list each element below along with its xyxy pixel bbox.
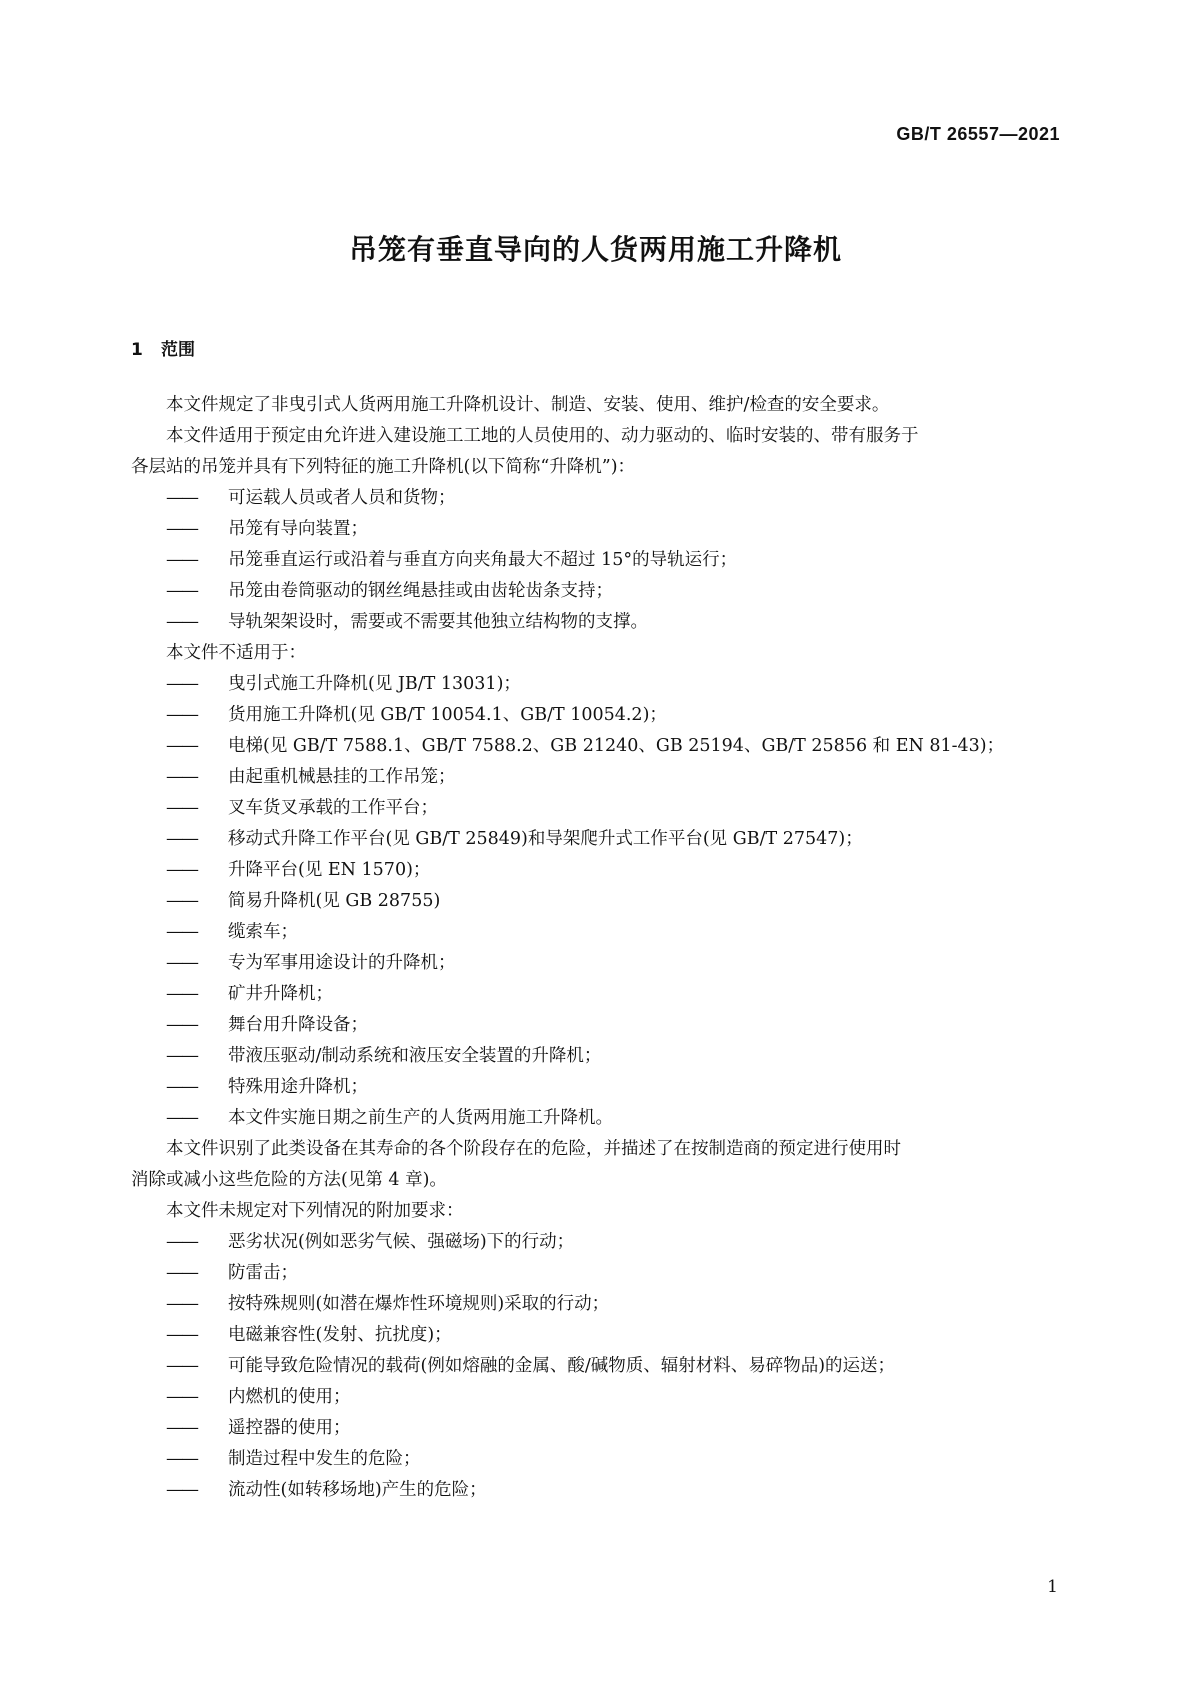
paragraph-continuation: 消除或减小这些危险的方法(见第 4 章)。 bbox=[131, 1170, 447, 1190]
list-dash: —— bbox=[166, 1263, 197, 1283]
list-item-text: 吊笼有导向装置； bbox=[228, 519, 368, 539]
list-item-text: 可能导致危险情况的载荷(例如熔融的金属、酸/碱物质、辐射材料、易碎物品)的运送； bbox=[228, 1356, 896, 1376]
list-dash: —— bbox=[166, 891, 197, 911]
list-item bbox=[131, 948, 1065, 979]
list-item-text: 吊笼垂直运行或沿着与垂直方向夹角最大不超过 15°的导轨运行； bbox=[228, 550, 738, 570]
list-item bbox=[131, 607, 1065, 638]
list-dash: —— bbox=[166, 1108, 197, 1128]
list-item bbox=[131, 1010, 1065, 1041]
list-item-text: 本文件实施日期之前生产的人货两用施工升降机。 bbox=[228, 1108, 613, 1128]
list-item bbox=[131, 1227, 1065, 1258]
list-dash: —— bbox=[166, 860, 197, 880]
list-item-text: 电磁兼容性(发射、抗扰度)； bbox=[228, 1325, 452, 1345]
list-dash: —— bbox=[166, 736, 197, 756]
list-dash: —— bbox=[166, 767, 197, 787]
list-item bbox=[131, 1351, 1065, 1382]
list-item bbox=[131, 483, 1065, 514]
list-item-text: 防雷击； bbox=[228, 1263, 298, 1283]
list-item-text: 曳引式施工升降机(见 JB/T 13031)； bbox=[228, 674, 521, 694]
list-dash: —— bbox=[166, 1232, 197, 1252]
list-item bbox=[131, 1320, 1065, 1351]
list-item bbox=[131, 855, 1065, 886]
list-item bbox=[131, 669, 1065, 700]
paragraph-line: 本文件未规定对下列情况的附加要求： bbox=[166, 1201, 464, 1221]
list-dash: —— bbox=[166, 1480, 197, 1500]
paragraph-line: 本文件不适用于： bbox=[166, 643, 306, 663]
list-item-text: 叉车货叉承载的工作平台； bbox=[228, 798, 438, 818]
list-item bbox=[131, 886, 1065, 917]
list-item-text: 专为军事用途设计的升降机； bbox=[228, 953, 456, 973]
list-item bbox=[131, 1072, 1065, 1103]
list-item-text: 制造过程中发生的危险； bbox=[228, 1449, 421, 1469]
list-item-text: 矿井升降机； bbox=[228, 984, 333, 1004]
list-item-text: 舞台用升降设备； bbox=[228, 1015, 368, 1035]
section-heading bbox=[131, 335, 195, 360]
list-item bbox=[131, 700, 1065, 731]
paragraph-continuation: 各层站的吊笼并具有下列特征的施工升降机(以下简称“升降机”)： bbox=[131, 457, 636, 477]
list-dash: —— bbox=[166, 581, 197, 601]
document-title: 吊笼有垂直导向的人货两用施工升降机 bbox=[348, 233, 842, 266]
list-item bbox=[131, 1103, 1065, 1134]
list-item bbox=[131, 1413, 1065, 1444]
list-item-text: 遥控器的使用； bbox=[228, 1418, 351, 1438]
list-item bbox=[131, 1444, 1065, 1475]
list-item-text: 由起重机械悬挂的工作吊笼； bbox=[228, 767, 456, 787]
list-dash: —— bbox=[166, 674, 197, 694]
page-number: 1 bbox=[1047, 1577, 1058, 1597]
list-item-text: 吊笼由卷筒驱动的钢丝绳悬挂或由齿轮齿条支持； bbox=[228, 581, 613, 601]
list-dash: —— bbox=[166, 1015, 197, 1035]
list-dash: —— bbox=[166, 1077, 197, 1097]
list-dash: —— bbox=[166, 953, 197, 973]
list-dash: —— bbox=[166, 829, 197, 849]
list-item bbox=[131, 917, 1065, 948]
list-dash: —— bbox=[166, 1356, 197, 1376]
list-item-text: 恶劣状况(例如恶劣气候、强磁场)下的行动； bbox=[228, 1232, 575, 1252]
list-item bbox=[131, 793, 1065, 824]
list-dash: —— bbox=[166, 798, 197, 818]
list-item-text: 按特殊规则(如潜在爆炸性环境规则)采取的行动； bbox=[228, 1294, 610, 1314]
list-dash: —— bbox=[166, 1325, 197, 1345]
paragraph-line: 本文件适用于预定由允许进入建设施工工地的人员使用的、动力驱动的、临时安装的、带有服务于 bbox=[166, 426, 919, 446]
list-item bbox=[131, 979, 1065, 1010]
list-item-text: 内燃机的使用； bbox=[228, 1387, 351, 1407]
list-item bbox=[131, 1475, 1065, 1506]
paragraph-line: 本文件规定了非曳引式人货两用施工升降机设计、制造、安装、使用、维护/检查的安全要求。 bbox=[166, 395, 890, 415]
section-number: 1 bbox=[131, 340, 143, 360]
list-dash: —— bbox=[166, 922, 197, 942]
list-item-text: 货用施工升降机(见 GB/T 10054.1、GB/T 10054.2)； bbox=[228, 705, 667, 725]
list-dash: —— bbox=[166, 488, 197, 508]
list-item-text: 移动式升降工作平台(见 GB/T 25849)和导架爬升式工作平台(见 GB/T 27547)； bbox=[228, 829, 863, 849]
section-title: 范围 bbox=[161, 340, 195, 360]
list-item-text: 电梯(见 GB/T 7588.1、GB/T 7588.2、GB 21240、GB 25194、GB/T 25856 和 EN 81-43)； bbox=[228, 736, 1005, 756]
list-item bbox=[131, 824, 1065, 855]
list-dash: —— bbox=[166, 1387, 197, 1407]
list-item bbox=[131, 731, 1065, 762]
list-item bbox=[131, 762, 1065, 793]
list-item bbox=[131, 1382, 1065, 1413]
list-dash: —— bbox=[166, 612, 197, 632]
list-dash: —— bbox=[166, 705, 197, 725]
paragraph-line: 本文件识别了此类设备在其寿命的各个阶段存在的危险，并描述了在按制造商的预定进行使用时 bbox=[166, 1139, 901, 1159]
list-dash: —— bbox=[166, 550, 197, 570]
list-item-text: 特殊用途升降机； bbox=[228, 1077, 368, 1097]
list-item bbox=[131, 576, 1065, 607]
list-dash: —— bbox=[166, 1418, 197, 1438]
list-dash: —— bbox=[166, 519, 197, 539]
list-item bbox=[131, 1289, 1065, 1320]
list-dash: —— bbox=[166, 1294, 197, 1314]
list-item-text: 带液压驱动/制动系统和液压安全装置的升降机； bbox=[228, 1046, 602, 1066]
standard-code: GB/T 26557—2021 bbox=[896, 124, 1060, 144]
list-item-text: 简易升降机(见 GB 28755) bbox=[228, 891, 441, 911]
list-item-text: 可运载人员或者人员和货物； bbox=[228, 488, 456, 508]
list-item-text: 导轨架架设时，需要或不需要其他独立结构物的支撑。 bbox=[228, 612, 648, 632]
list-item bbox=[131, 1041, 1065, 1072]
list-dash: —— bbox=[166, 984, 197, 1004]
list-item bbox=[131, 1258, 1065, 1289]
list-dash: —— bbox=[166, 1046, 197, 1066]
list-item-text: 升降平台(见 EN 1570)； bbox=[228, 860, 431, 880]
list-item-text: 流动性(如转移场地)产生的危险； bbox=[228, 1480, 487, 1500]
list-item bbox=[131, 545, 1065, 576]
list-dash: —— bbox=[166, 1449, 197, 1469]
body-text bbox=[131, 390, 1065, 1506]
list-item-text: 缆索车； bbox=[228, 922, 298, 942]
list-item bbox=[131, 514, 1065, 545]
